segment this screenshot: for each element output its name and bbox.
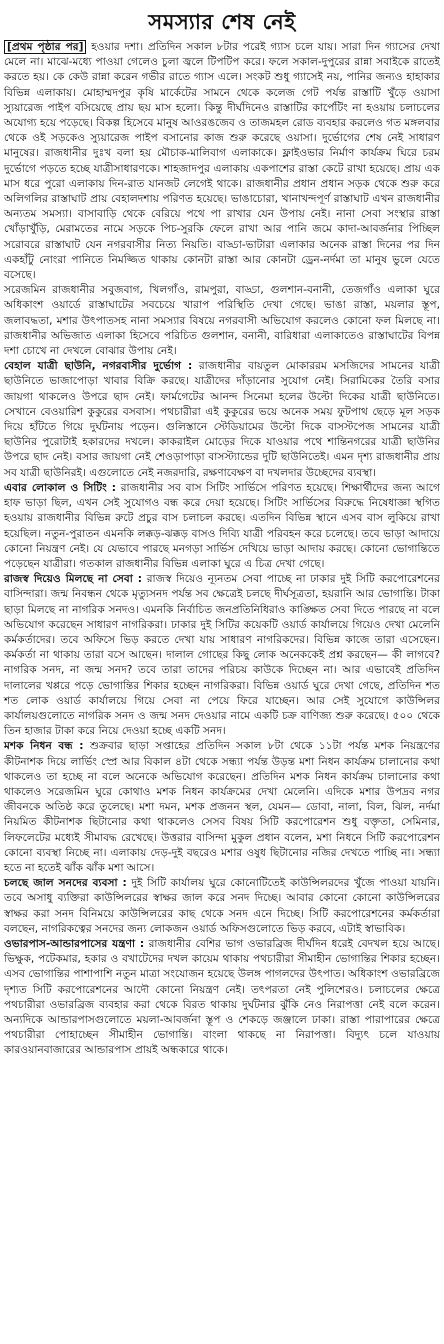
paragraph-text: দুই সিটি কার্যালয় ঘুরে কোনোটিতেই কাউন্সিলরদের খুঁজে পাওয়া যায়নি। তবে অসাধু ব্যক্তিরা কাউন্সিলরের স্বাক্ষর জাল করে সনদ দিচ্ছে। আবার কোনো কোনো কাউন্সিলরের স্বাক্ষর করা সনদ বিনিময়ে কাউন্সিলরের কাছ থেকে সনদ এনে দিচ্ছে। সিটি করপোরেশনের কর্মকর্তারা বলছেন, নাগরিকত্বের সনদের জন্য লোকজন ওয়ার্ড অফিসগুলোতে ভিড় করবে, এটাই স্বাভাবিক। (4, 877, 440, 935)
subheading: রাজস্ব দিয়েও মিলছে না সেবা : (4, 573, 143, 586)
page-continuation-tag: [প্রথম পৃষ্ঠার পর] (4, 40, 86, 54)
paragraph-buses (4, 481, 440, 572)
paragraph-text: হওয়ার দশা। প্রতিদিন সকাল ৮টার পরেই গ্যাস চলে যায়। সারা দিন গ্যাসের দেখা মেলে না। মাঝে-মধ্যে পাওয়া গেলেও চুলা জ্বলে টিপটিপ করে। ফলে সকাল-দুপুরের রান্না সবাইকে রাতেই করতে হয়। কে কেউ রান্না করেন গভীর রাতে গ্যাস এলে। সংকট শুধু গ্যাসেই নয়, পানির জন্যও হাহাকার বিভিন্ন এলাকায়। মোহাম্মদপুর কৃষি মার্কেটের সামনে থেকে কলেজ গেট পর্যন্ত রাস্তাটি খুঁড়ে ওয়াসা স্যুয়ারেজ পাইপ বসিয়েছে প্রায় ছয় মাস হলো। কিন্তু দীর্ঘদিনেও রাস্তাটির কার্পেটিং না হওয়ায় চলাচলের অযোগ্য হয়ে পড়েছে। বিকল্প হিসেবে মানুষ আওরঙজেব ও তাজমহল রোড ব্যবহার করলেও গত মঙ্গলবার থেকে ওই সড়কেও স্যুয়ারেজ পাইপ বসানোর কাজ শুরু করেছে ওয়াসা। দুর্ভোগের শেষ নেই সাধারণ মানুষের। রাজধানীর দুঃখ বলা হয় মৌচাক-মালিবাগ এলাকাকে। ফ্লাইওভার নির্মাণ কার্যক্রম ঘিরে চরম দুর্ভোগে পড়তে হচ্ছে যাত্রীসাধারণকে। শাহজাদপুর এলাকায় একপাশের রাস্তা কেটে রাখা হয়েছে। প্রায় এক মাস ধরে পুরো এলাকায় দিন-রাত যানজট লেগেই থাকে। রাজধানীর প্রধান প্রধান সড়ক থেকে শুরু করে অলিগলির রাস্তাঘাট প্রায় বেহালদশায় পরিণত হয়েছে। ভাঙাচোরা, খানাখন্দপূর্ণ রাস্তাঘাট এখন রাজধানীর অন্যতম সমস্যা। বাসাবাড়ি থেকে বেরিয়ে পথে পা রাখার যেন উপায় নেই। নানা সেবা সংস্থার রাস্তা খোঁড়াখুঁড়ি, মেরামতের নামে সড়কে পিচ-সুরকি ফেলে রাখা আর পানি জমে কাদা-আবর্জনার পিচ্ছিল সরোবরে রাস্তাঘাট যেন নগরবাসীর নিত্য নিয়তি। বাড্ডা-ভাটারা এলাকার অনেক রাস্তা দিনের পর দিন একহাঁটু নোংরা পানিতে নিমজ্জিত থাকায় কোনটা রাস্তা আর কোনটা ড্রেন-নর্দমা তা মানুষ ভুলে যেতে বসেছে। (4, 41, 440, 282)
paragraph-overpass (4, 937, 440, 1059)
paragraph-text: রাজধানীর সব বাস সিটিং সার্ভিসে পরিণত হয়েছে। শিক্ষার্থীদের জন্য আগে হাফ ভাড়া ছিল, এখন সেই সুযোগও বন্ধ করে দেয়া হয়েছে। সিটিং সার্ভিসের বিরুদ্ধে নিষেধাজ্ঞা স্থগিত হওয়ায় রাজধানীর বিভিন্ন রুটে প্রচুর বাস চলাচল করছে। এতদিন বিভিন্ন স্থানে এসব বাস লুকিয়ে রাখা হয়েছিল। নতুন-পুরাতন এমনকি লক্কড়-ঝক্কড় বাসও দিব্যি যাত্রী পরিবহন করে চলেছে। তবে ভাড়া আদায়ে কোনো নিয়ন্ত্রণ নেই। যে যেভাবে পারছে মনগড়া সার্ভিস দেখিয়ে ভাড়া আদায় করছে। কোনো ভোগান্তিতে পড়েছেন যাত্রীরা। গতকাল রাজধানীর বিভিন্ন এলাকা ঘুরে এ চিত্র দেখা গেছে। (4, 481, 440, 570)
subheading: মশক নিধন বন্ধ : (4, 740, 84, 753)
paragraph-text: রাজধানীর বেশির ভাগ ওভারব্রিজ দীর্ঘদিন ধরেই বেদখল হয়ে আছে। ভিক্ষুক, পটেকমার, হকার ও বখাটেদের দখল কায়েম থাকায় পথচারীরা সীমাহীন ভোগান্তির শিকার হচ্ছেন। এসব ভোগান্তির পাশাপাশি নতুন মাত্রা সংযোজন হয়েছে উলঙ্গ পাগলদের উৎপাত। অধিকাংশ ওভারব্রিজে দৃশ্যত সিটি করপোরেশনের আদৌ কোনো নিয়ন্ত্রণ নেই। তৎপরতা নেই পুলিশেরও। চলাচলের ক্ষেত্রে পথচারীরা ওভারব্রিজ ব্যবহার করা থেকে বিরত থাকায় দুর্ঘটনার ঝুঁকি নেও নিরাপত্তা নেই বলে করেন। অন্যদিকে আন্ডারপাসগুলোতে ময়লা-আবর্জনা স্তূপ ও শেকড়ে জঞ্জালে ঢাকা। রাস্তা পারাপারের ক্ষেত্রে পথচারীরা পোহাচ্ছেন সীমাহীন ভোগান্তি। বাংলা থাকছে না নিরাপত্তা। বিদ্যুৎ চলে যাওয়ায় কারওয়ানবাজারের আন্ডারপাস প্রায়ই অন্ধকারে থাকে। (4, 937, 441, 1057)
paragraph-text: সরেজমিন রাজধানীর সবুজবাগ, খিলগাঁও, রামপুরা, বাড্ডা, গুলশান-বনানী, তেজগাঁও এলাকা ঘুরে অধিকাংশ ওয়ার্ডে রাস্তাঘাটের সবচেয়ে খারাপ পরিস্থিতি দেখা গেছে। ভাঙা রাস্তা, ময়লার স্তূপ, জলাবদ্ধতা, মশার উৎপাতসহ নানা সমস্যার বিষয়ে নগরবাসী অভিযোগ করলেও কোনো ফল মিলছে না। রাজধানীর অভিজাত এলাকা হিসেবে পরিচিত গুলশান, বনানী, বারিধারা এলাকাতেও রাস্তাঘাটের বিপন্ন দশা চোখে না দেখলে বোঝার উপায় নেই। (4, 284, 440, 358)
article-body (3, 40, 441, 1059)
subheading: চলছে জাল সনদের ব্যবসা : (4, 877, 127, 890)
paragraph-field-report (4, 283, 440, 359)
paragraph-intro (4, 40, 440, 283)
paragraph-text: রাজধানীর বায়তুল মোকাররম মসজিদের সামনের যাত্রী ছাউনিতে ভাজাপোড়া খাবার বিক্রি করছে। যাত্রীদের দাঁড়ানোর সুযোগ নেই। সিরামিকের তৈরি বসার জায়গা থাকলেও উপরে ছাদ নেই। ফার্মগেটের আনন্দ সিনেমা হলের উল্টো দিকের যাত্রী ছাউনিতে। সেখানে বেওয়ারিশ কুকুরের বসবাস। পথচারীরা এই কুকুরের ভয়ে অনেক সময় ফুটপাথ ছেড়ে মূল সড়ক দিয়ে হাঁটতে গিয়ে দুর্ঘটনায় পড়েন। গুলিস্তানে স্টেডিয়ামের উল্টো দিকে বাসস্টপেজ সামনের যাত্রী ছাউনির পুরোটাই হকারদের দখলে। কাকরাইল মোড়ের দিকে যাওয়ার পথে শান্তিনগরের যাত্রী ছাউনির উপরে ছাদ নেই। বসার জায়গা নেই শেওড়াপাড়া বাসস্ট্যান্ডের দুটি ছাউনিতেই। এমন দৃশ্য রাজধানীর প্রায় সব যাত্রী ছাউনিরই। এগুলোতে নেই নজরদারি, রক্ষণাবেক্ষণ বা দখলদার উচ্ছেদের ব্যবস্থা। (4, 360, 440, 479)
paragraph-revenue (4, 572, 440, 739)
subheading: এবার লোকাল ও সিটিং : (4, 481, 117, 494)
newspaper-page (3, 0, 441, 1344)
subheading: বেহাল যাত্রী ছাউনি, নগরবাসীর দুর্ভোগ : (4, 360, 193, 373)
paragraph-text: শুক্রবার ছাড়া সপ্তাহের প্রতিদিন সকাল ৮টা থেকে ১১টা পর্যন্ত মশক নিয়ন্ত্রণের কীটনাশক দিয়ে লার্ভিং স্প্রে আর বিকাল ৪টা থেকে সন্ধ্যা পর্যন্ত উড়ন্ত মশা নিধন কার্যক্রম চালানোর কথা থাকলেও তা হচ্ছে না বলে অনেকে অভিযোগ করেছেন। প্রতিদিন মশক নিধন কার্যক্রম চালানোর কথা থাকলেও সরেজমিন ঘুরে কোথাও মশক নিধন কার্যক্রমের দেখা মেলেনি। এদিকে মশার উপদ্রব নগর জীবনকে অতিষ্ঠ করে তুলেছে। মশা দমন, মশক প্রজনন স্থল, যেমন— ডোবা, নালা, বিল, ঝিল, নর্দমা নিয়মিত কীটনাশক ছিটানোর কথা থাকলেও সেসব বিষয় সিটি করপোরেশন শুধু বক্তৃতা, সেমিনার, লিফলেটের মধ্যেই সীমাবদ্ধ রেখেছে। উত্তরার বাসিন্দা মুকুল প্রধান বলেন, মশা নিধনে সিটি করপোরেশন কোনো ব্যবস্থা নিচ্ছে না। এলাকায় দেড়-দুই বছরেও মশার ওষুধ ছিটানোর নজির দেখতে পাচ্ছি না। সন্ধ্যা হতে না হতেই ঝাঁক ঝাঁক মশা আসে। (4, 740, 440, 874)
paragraph-mosquito (4, 739, 440, 876)
paragraph-bus-shelters (4, 359, 440, 481)
article-headline: সমস্যার শেষ নেই (148, 10, 296, 34)
paragraph-text: রাজস্ব দিয়েও ন্যূনতম সেবা পাচ্ছে না ঢাকার দুই সিটি করপোরেশনের বাসিন্দারা। জন্ম নিবন্ধন থেকে মৃত্যুসনদ পর্যন্ত সব ক্ষেত্রেই চলছে দীর্ঘসূত্রতা, হয়রানি আর ভোগান্তি। টাকা ছাড়া মিলছে না নাগরিক সনদও। এমনকি নির্বাচিত জনপ্রতিনিধিরাও কাঙ্ক্ষিত সেবা দিতে পারছে না বলে অভিযোগ করেছেন সাধারণ নাগরিকরা। ঢাকার দুই সিটির কয়েকটি ওয়ার্ড কার্যালয়ে গিয়েও দেখা মেলেনি কর্মকর্তাদের। তবে অফিসে ভিড় করতে দেখা যায় সাধারণ নাগরিকদের। বিভিন্ন কাজে তারা এসেছেন। কর্মকর্তা না থাকায় তারা বসে আছেন। দালাল গোছের কিছু লোক অনেককেই প্রশ্ন করছেন— কী লাগবে? নাগরিক সনদ, না জন্ম সনদ? তবে তারা তাদের পরিচয় কাউকে দিচ্ছেন না। আর এভাবেই প্রতিদিন দালালের খপ্পরে পড়ে ভোগান্তির শিকার হচ্ছেন নাগরিকরা। বিভিন্ন ওয়ার্ড ঘুরে দেখা গেছে, প্রতিদিন শত শত লোক ওয়ার্ড কার্যালয়ে গিয়ে সেবা না পেয়ে ফিরে যাচ্ছেন। আর সেই সুযোগে কাউন্সিলর কার্যালয়গুলোতে নাগরিক সনদ ও জন্ম সনদ দেওয়ার নামে একটি চক্র বাণিজ্য শুরু করেছে। ৫০০ থেকে তিন হাজার টাকা করে নিয়ে দেওয়া হচ্ছে একটি সনদ। (4, 573, 441, 738)
subheading: ওভারপাস-আন্ডারপাসের যন্ত্রণা : (4, 937, 145, 950)
paragraph-fake-certificates (4, 876, 440, 937)
